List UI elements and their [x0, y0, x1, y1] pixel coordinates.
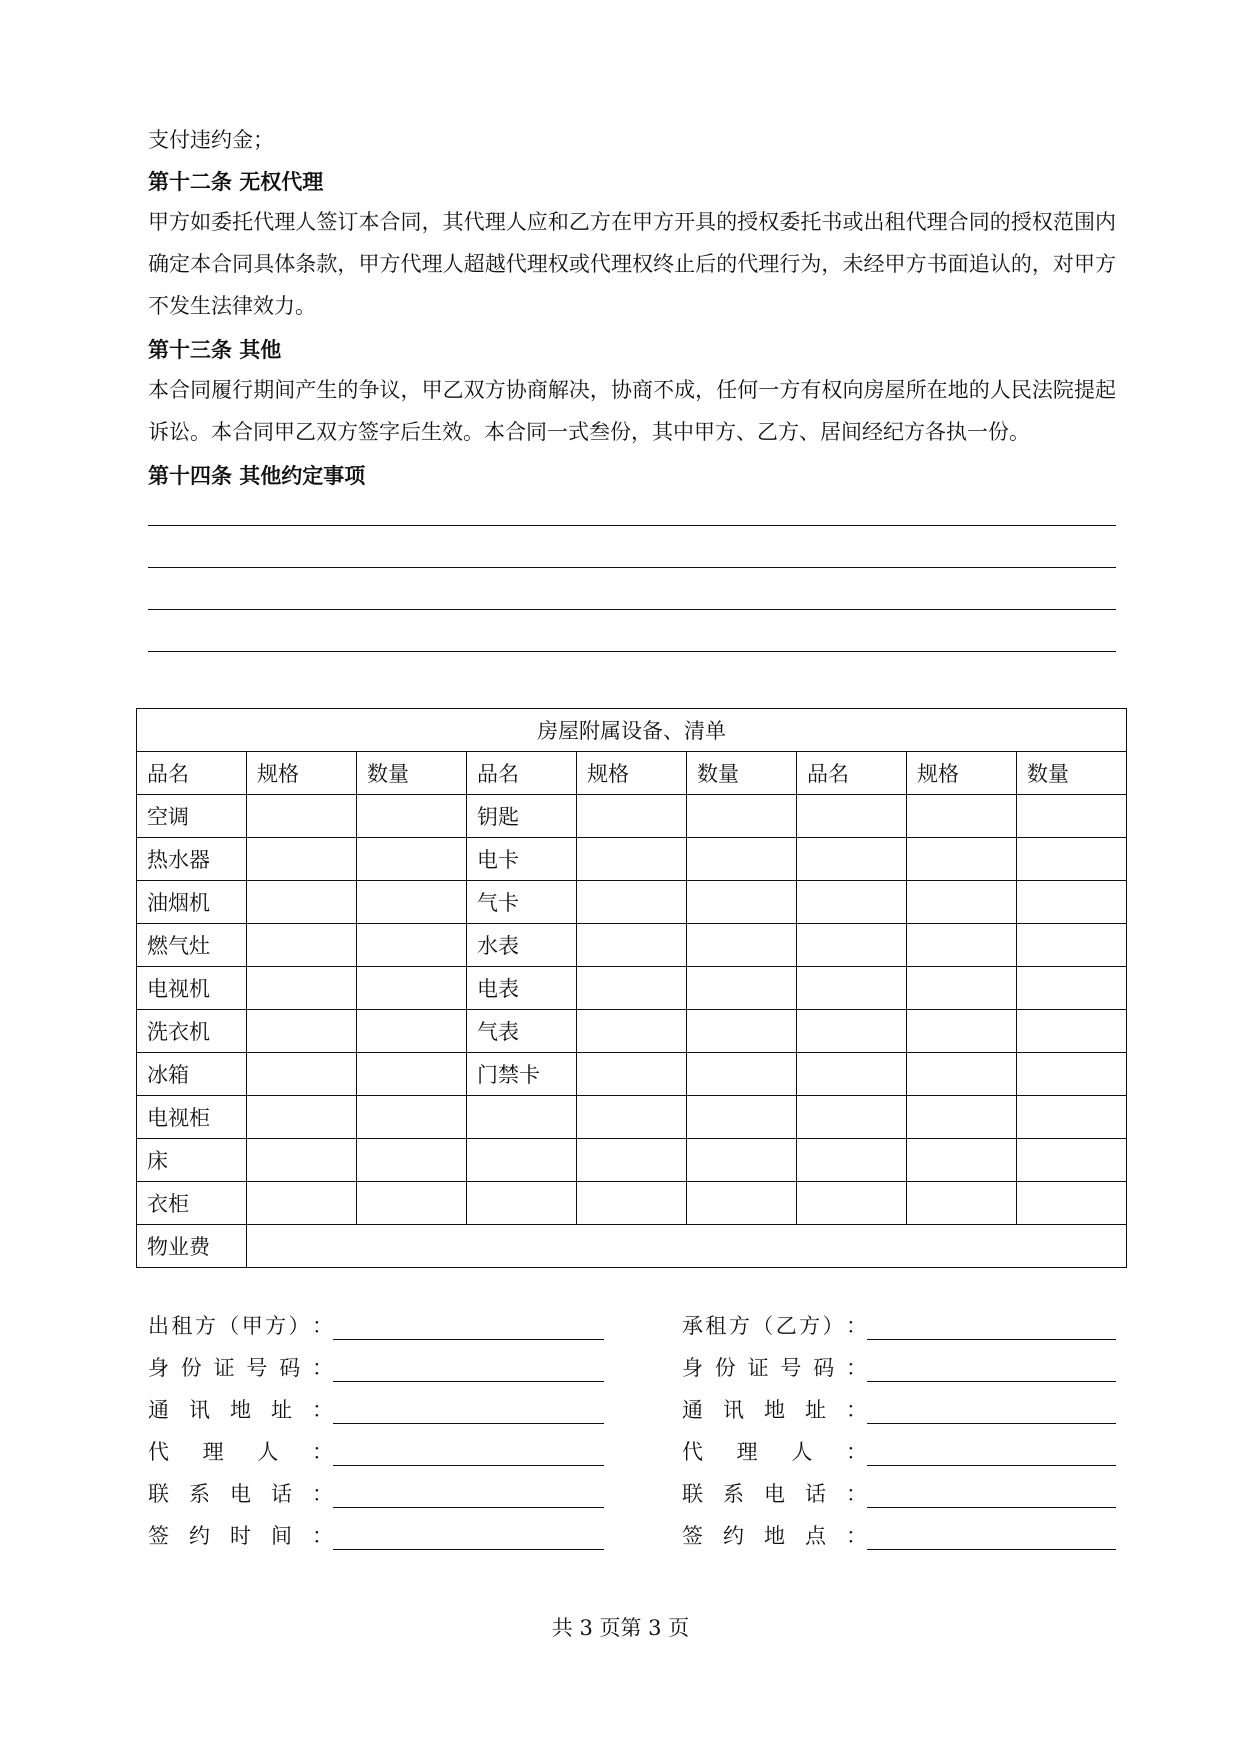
item-name-cell [467, 1139, 577, 1182]
blank-line-2[interactable] [148, 567, 1116, 568]
table-title-row [137, 709, 1127, 752]
table-row [137, 1182, 1127, 1225]
entry-cell[interactable] [797, 924, 907, 967]
entry-cell[interactable] [247, 1096, 357, 1139]
signature-blank[interactable] [867, 1523, 1116, 1550]
signature-blank[interactable] [333, 1397, 604, 1424]
signature-blank[interactable] [867, 1481, 1116, 1508]
header-cell: 数量 [357, 752, 467, 795]
entry-cell[interactable] [797, 838, 907, 881]
entry-cell[interactable] [687, 1053, 797, 1096]
entry-cell[interactable] [247, 1010, 357, 1053]
signature-blank[interactable] [333, 1439, 604, 1466]
table-row [137, 838, 1127, 881]
article-14-heading: 第十四条 其他约定事项 [148, 463, 366, 488]
signature-label: 通 讯 地 址 ： [682, 1398, 867, 1422]
signature-label: 联 系 电 话 ： [682, 1482, 867, 1506]
equipment-table [136, 708, 1127, 1268]
entry-cell[interactable] [687, 838, 797, 881]
blank-line-4[interactable] [148, 651, 1116, 652]
entry-cell[interactable] [247, 967, 357, 1010]
entry-cell[interactable] [907, 795, 1017, 838]
entry-cell[interactable] [907, 1010, 1017, 1053]
item-name-cell: 热水器 [137, 838, 247, 881]
entry-cell[interactable] [687, 1010, 797, 1053]
signature-blank[interactable] [867, 1355, 1116, 1382]
entry-cell[interactable] [687, 1182, 797, 1225]
table-row [137, 1053, 1127, 1096]
entry-cell[interactable] [357, 1010, 467, 1053]
signature-row [148, 1478, 604, 1508]
signature-row [682, 1394, 1116, 1424]
signature-row [148, 1520, 604, 1550]
header-cell: 品名 [797, 752, 907, 795]
entry-cell[interactable] [577, 838, 687, 881]
item-name-cell: 门禁卡 [467, 1053, 577, 1096]
table-row [137, 1010, 1127, 1053]
header-cell: 规格 [247, 752, 357, 795]
property-fee-label: 物业费 [137, 1225, 247, 1268]
entry-cell[interactable] [797, 1182, 907, 1225]
signature-row [148, 1394, 604, 1424]
entry-cell[interactable] [247, 795, 357, 838]
entry-cell[interactable] [907, 881, 1017, 924]
entry-cell[interactable] [907, 838, 1017, 881]
table-row [137, 795, 1127, 838]
entry-cell[interactable] [1017, 838, 1127, 881]
entry-cell[interactable] [577, 924, 687, 967]
item-name-cell: 冰箱 [137, 1053, 247, 1096]
article-12-heading: 第十二条 无权代理 [148, 169, 324, 194]
entry-cell[interactable] [357, 924, 467, 967]
entry-cell[interactable] [247, 838, 357, 881]
entry-cell[interactable] [1017, 1096, 1127, 1139]
entry-cell[interactable] [1017, 1010, 1127, 1053]
signature-label: 代 理 人 ： [148, 1440, 333, 1464]
item-name-cell: 电表 [467, 967, 577, 1010]
entry-cell[interactable] [907, 1139, 1017, 1182]
entry-cell[interactable] [907, 1053, 1017, 1096]
table-row [137, 881, 1127, 924]
entry-cell[interactable] [907, 924, 1017, 967]
entry-cell[interactable] [247, 881, 357, 924]
table-row [137, 967, 1127, 1010]
entry-cell[interactable] [357, 1139, 467, 1182]
signature-label: 联 系 电 话 ： [148, 1482, 333, 1506]
entry-cell[interactable] [687, 881, 797, 924]
entry-cell[interactable] [357, 1053, 467, 1096]
header-cell: 品名 [137, 752, 247, 795]
entry-cell[interactable] [577, 1139, 687, 1182]
table-row-property-fee [137, 1225, 1127, 1268]
entry-cell[interactable] [1017, 881, 1127, 924]
signature-row [682, 1352, 1116, 1382]
header-cell: 数量 [1017, 752, 1127, 795]
table-title: 房屋附属设备、清单 [137, 709, 1127, 752]
signature-row [682, 1520, 1116, 1550]
signature-row [148, 1436, 604, 1466]
entry-cell[interactable] [687, 795, 797, 838]
table-body [137, 795, 1127, 1225]
signature-row [682, 1436, 1116, 1466]
entry-cell[interactable] [357, 881, 467, 924]
signature-label: 代 理 人 ： [682, 1440, 867, 1464]
entry-cell[interactable] [577, 795, 687, 838]
signature-row [148, 1310, 604, 1340]
item-name-cell [467, 1182, 577, 1225]
entry-cell[interactable] [357, 795, 467, 838]
item-name-cell: 油烟机 [137, 881, 247, 924]
entry-cell[interactable] [687, 1139, 797, 1182]
table-row [137, 1096, 1127, 1139]
blank-line-1[interactable] [148, 525, 1116, 526]
entry-cell[interactable] [1017, 924, 1127, 967]
blank-line-3[interactable] [148, 609, 1116, 610]
item-name-cell: 水表 [467, 924, 577, 967]
item-name-cell: 空调 [137, 795, 247, 838]
signature-label: 签 约 地 点 ： [682, 1524, 867, 1548]
entry-cell[interactable] [1017, 795, 1127, 838]
signature-label: 签 约 时 间 ： [148, 1524, 333, 1548]
entry-cell[interactable] [577, 1053, 687, 1096]
article-13-text: 本合同履行期间产生的争议，甲乙双方协商解决，协商不成，任何一方有权向房屋所在地的人民法院提起诉讼。本合同甲乙双方签字后生效。本合同一式叁份，其中甲方、乙方、居间经纪方各执一份。 [148, 378, 1116, 444]
entry-cell[interactable] [357, 838, 467, 881]
entry-cell[interactable] [577, 1182, 687, 1225]
header-cell: 规格 [907, 752, 1017, 795]
entry-cell[interactable] [357, 1182, 467, 1225]
table-row [137, 924, 1127, 967]
signature-label: 身 份 证 号 码 ： [148, 1356, 333, 1380]
header-cell: 规格 [577, 752, 687, 795]
signature-blank[interactable] [333, 1523, 604, 1550]
page-footer: 共 3 页第 3 页 [551, 1616, 690, 1640]
continued-text: 支付违约金； [148, 128, 274, 152]
entry-cell[interactable] [247, 1053, 357, 1096]
entry-cell[interactable] [687, 967, 797, 1010]
entry-cell[interactable] [907, 1182, 1017, 1225]
entry-cell[interactable] [797, 1139, 907, 1182]
entry-cell[interactable] [797, 1010, 907, 1053]
signature-label: 身 份 证 号 码 ： [682, 1356, 867, 1380]
signature-blank[interactable] [867, 1313, 1116, 1340]
signature-row [148, 1352, 604, 1382]
signature-blank[interactable] [867, 1397, 1116, 1424]
signature-blank[interactable] [333, 1481, 604, 1508]
item-name-cell: 床 [137, 1139, 247, 1182]
entry-cell[interactable] [247, 1139, 357, 1182]
entry-cell[interactable] [687, 924, 797, 967]
item-name-cell: 电卡 [467, 838, 577, 881]
entry-cell[interactable] [907, 1096, 1017, 1139]
entry-cell[interactable] [1017, 1139, 1127, 1182]
signature-row [682, 1478, 1116, 1508]
header-cell: 数量 [687, 752, 797, 795]
property-fee-cell[interactable] [247, 1225, 1127, 1268]
entry-cell[interactable] [797, 1096, 907, 1139]
signature-row [682, 1310, 1116, 1340]
entry-cell[interactable] [577, 1010, 687, 1053]
table-header-row [137, 752, 1127, 795]
item-name-cell: 衣柜 [137, 1182, 247, 1225]
entry-cell[interactable] [1017, 1053, 1127, 1096]
signature-label: 出 租 方 （ 甲 方 ） ： [148, 1314, 333, 1338]
item-name-cell: 洗衣机 [137, 1010, 247, 1053]
article-12-text: 甲方如委托代理人签订本合同，其代理人应和乙方在甲方开具的授权委托书或出租代理合同的授权范围内确定本合同具体条款，甲方代理人超越代理权或代理权终止后的代理行为，未经甲方书面追认的，对甲方不发生法律效力。 [148, 210, 1116, 318]
header-cell: 品名 [467, 752, 577, 795]
entry-cell[interactable] [1017, 967, 1127, 1010]
article-13-heading: 第十三条 其他 [148, 337, 282, 362]
item-name-cell: 电视柜 [137, 1096, 247, 1139]
entry-cell[interactable] [797, 881, 907, 924]
entry-cell[interactable] [577, 1096, 687, 1139]
item-name-cell: 钥匙 [467, 795, 577, 838]
entry-cell[interactable] [1017, 1182, 1127, 1225]
entry-cell[interactable] [247, 1182, 357, 1225]
entry-cell[interactable] [687, 1096, 797, 1139]
signature-blank[interactable] [333, 1355, 604, 1382]
entry-cell[interactable] [577, 881, 687, 924]
signature-label: 承 租 方 （ 乙 方 ） ： [682, 1314, 867, 1338]
entry-cell[interactable] [907, 967, 1017, 1010]
item-name-cell [467, 1096, 577, 1139]
entry-cell[interactable] [357, 967, 467, 1010]
item-name-cell: 气卡 [467, 881, 577, 924]
entry-cell[interactable] [247, 924, 357, 967]
signature-blank[interactable] [867, 1439, 1116, 1466]
signature-label: 通 讯 地 址 ： [148, 1398, 333, 1422]
entry-cell[interactable] [797, 967, 907, 1010]
item-name-cell: 电视机 [137, 967, 247, 1010]
table-row [137, 1139, 1127, 1182]
entry-cell[interactable] [577, 967, 687, 1010]
entry-cell[interactable] [357, 1096, 467, 1139]
signature-blank[interactable] [333, 1313, 604, 1340]
entry-cell[interactable] [797, 1053, 907, 1096]
item-name-cell: 气表 [467, 1010, 577, 1053]
entry-cell[interactable] [797, 795, 907, 838]
item-name-cell: 燃气灶 [137, 924, 247, 967]
